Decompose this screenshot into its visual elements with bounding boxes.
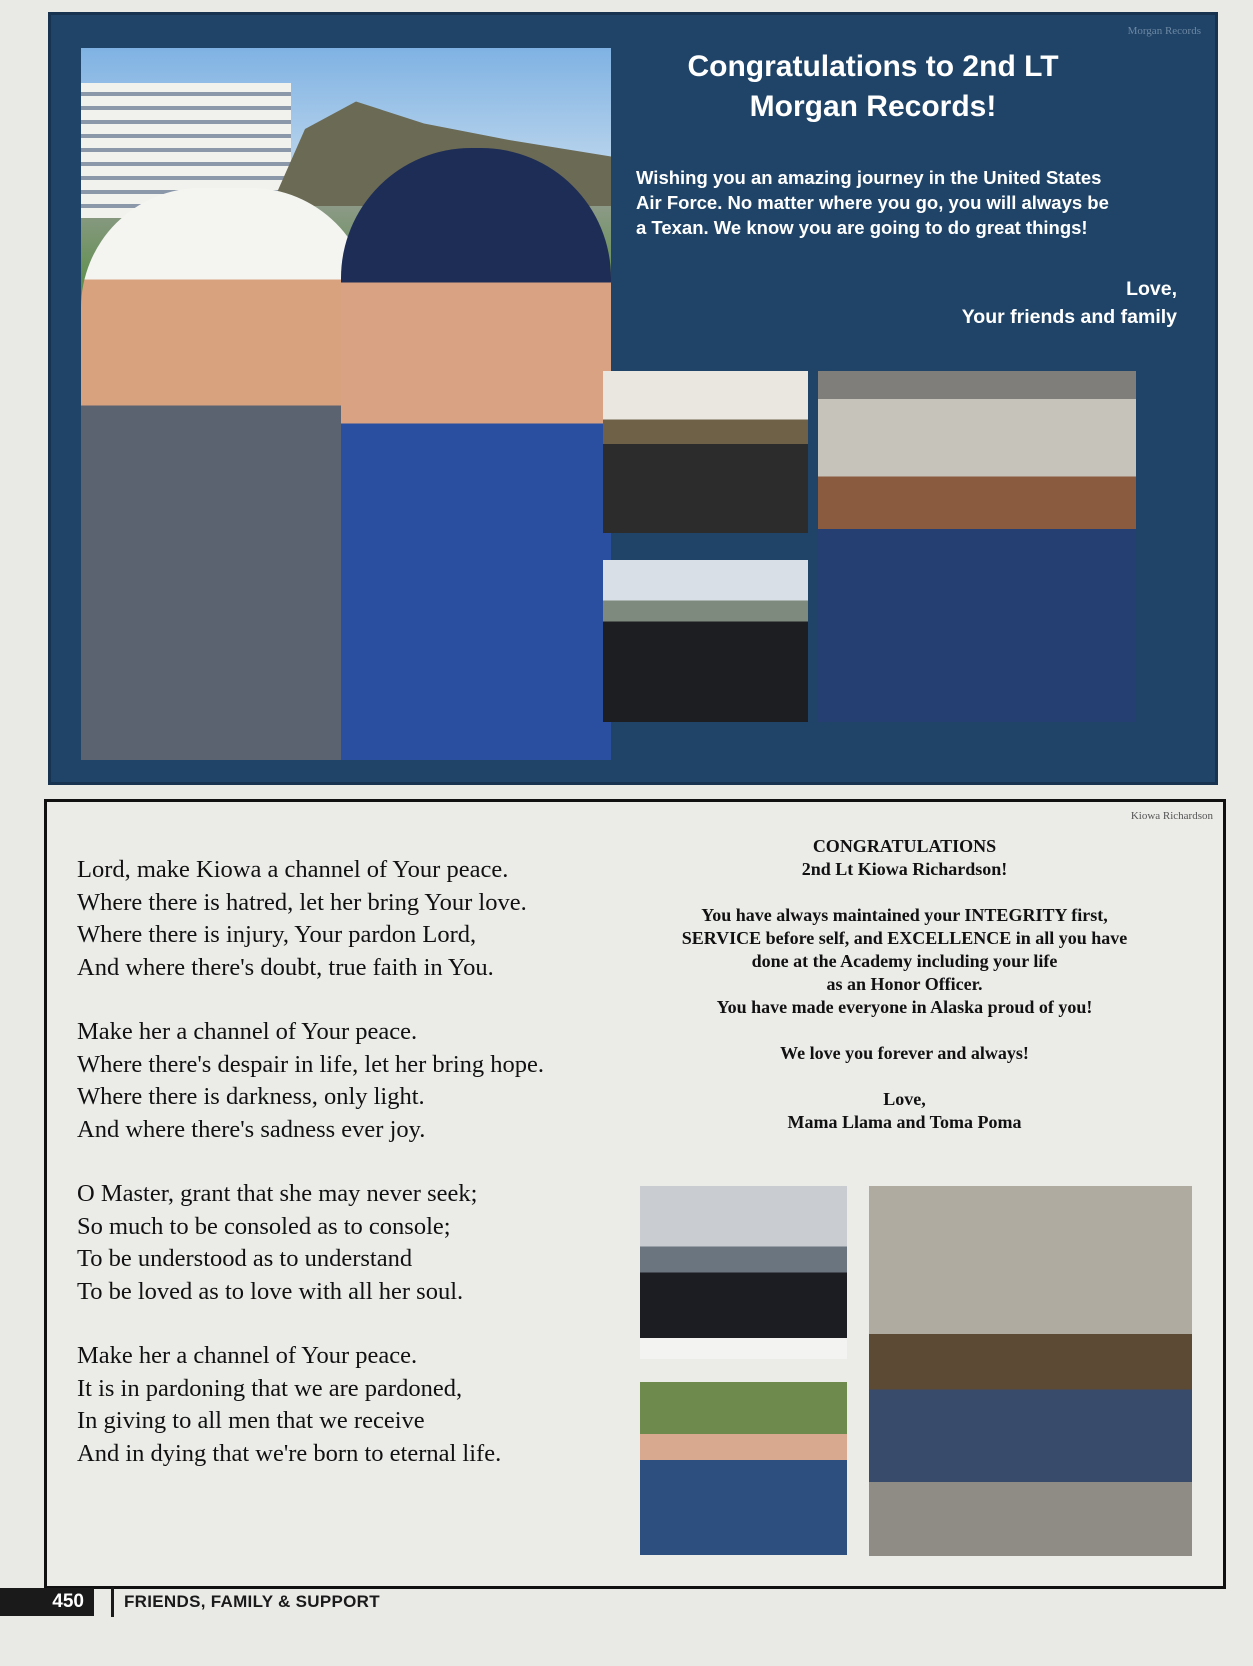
ad-title-line: Morgan Records! xyxy=(749,90,997,123)
prayer-line: And where there's doubt, true faith in You. xyxy=(77,953,494,981)
congrats-line: You have made everyone in Alaska proud of you! xyxy=(716,997,1093,1017)
ad-signature: Your friends and family xyxy=(961,306,1177,328)
prayer-line: And where there's sadness ever joy. xyxy=(77,1115,426,1143)
prayer-line: O Master, grant that she may never seek; xyxy=(77,1180,478,1207)
footer-divider xyxy=(111,1587,114,1617)
prayer-line: Where there is darkness, only light. xyxy=(77,1083,425,1110)
prayer-line: Where there is hatred, let her bring Your love. xyxy=(77,888,527,916)
congrats-signature: Mama Llama and Toma Poma xyxy=(787,1112,1022,1132)
prayer-line: Where there is injury, Your pardon Lord, xyxy=(77,921,477,948)
prayer-line: To be loved as to love with all her soul. xyxy=(77,1277,464,1305)
prayer-stanza xyxy=(77,854,617,984)
ad-title-line: Congratulations to 2nd LT xyxy=(687,50,1059,83)
ad-message-line: Wishing you an amazing journey in the United States xyxy=(636,167,1102,188)
page-number: 450 xyxy=(52,1591,84,1612)
photo-couple-near-aircraft xyxy=(640,1186,847,1359)
photo-cadet xyxy=(341,148,611,760)
congrats-subheading: 2nd Lt Kiowa Richardson! xyxy=(801,859,1008,879)
ad-title xyxy=(608,47,1138,127)
prayer-line: Make her a channel of Your peace. xyxy=(77,1018,418,1045)
ad-signature-block xyxy=(962,275,1177,331)
photo-cadet-with-older-man xyxy=(81,48,611,760)
congrats-line: You have always maintained your INTEGRITY first, xyxy=(701,905,1108,925)
prayer-text xyxy=(77,854,617,1502)
photo-cadet-with-woman xyxy=(818,371,1136,722)
section-title: FRIENDS, FAMILY & SUPPORT xyxy=(124,1592,380,1611)
prayer-line: To be understood as to understand xyxy=(77,1245,413,1272)
photo-group-of-four xyxy=(603,371,808,533)
photo-family-on-bench xyxy=(869,1186,1192,1556)
ad-credit: Kiowa Richardson xyxy=(1130,810,1213,822)
prayer-line: Where there's despair in life, let her bring hope. xyxy=(77,1050,545,1078)
photo-older-man xyxy=(81,188,371,760)
prayer-line: Make her a channel of Your peace. xyxy=(77,1342,418,1369)
morgan-records-ad xyxy=(48,12,1218,785)
prayer-line: Lord, make Kiowa a channel of Your peace. xyxy=(77,856,509,883)
prayer-line: It is in pardoning that we are pardoned, xyxy=(77,1374,463,1402)
congrats-line: done at the Academy including your life xyxy=(751,951,1058,971)
prayer-line: So much to be consoled as to console; xyxy=(77,1212,451,1240)
photo-man-and-hooded-person xyxy=(640,1382,847,1555)
prayer-line: And in dying that we're born to eternal life. xyxy=(77,1439,502,1467)
ad-message-line: Air Force. No matter where you go, you will always be xyxy=(636,192,1109,213)
congrats-line: as an Honor Officer. xyxy=(826,974,983,994)
photo-group-of-three xyxy=(603,560,808,722)
congrats-closing: Love, xyxy=(883,1089,926,1109)
prayer-stanza xyxy=(77,1340,617,1470)
ad-message xyxy=(636,165,1166,240)
congrats-love-line: We love you forever and always! xyxy=(780,1043,1029,1063)
congrats-heading: CONGRATULATIONS xyxy=(812,836,997,856)
prayer-stanza xyxy=(77,1178,617,1308)
congrats-line: SERVICE before self, and EXCELLENCE in all you have xyxy=(681,928,1128,948)
ad-closing: Love, xyxy=(1126,278,1177,300)
ad-message-line: a Texan. We know you are going to do great things! xyxy=(636,217,1088,238)
kiowa-richardson-ad xyxy=(44,799,1226,1589)
ad-credit: Morgan Records xyxy=(1127,25,1201,37)
prayer-line: In giving to all men that we receive xyxy=(77,1407,425,1434)
prayer-stanza xyxy=(77,1016,617,1146)
congrats-message xyxy=(632,835,1177,1134)
